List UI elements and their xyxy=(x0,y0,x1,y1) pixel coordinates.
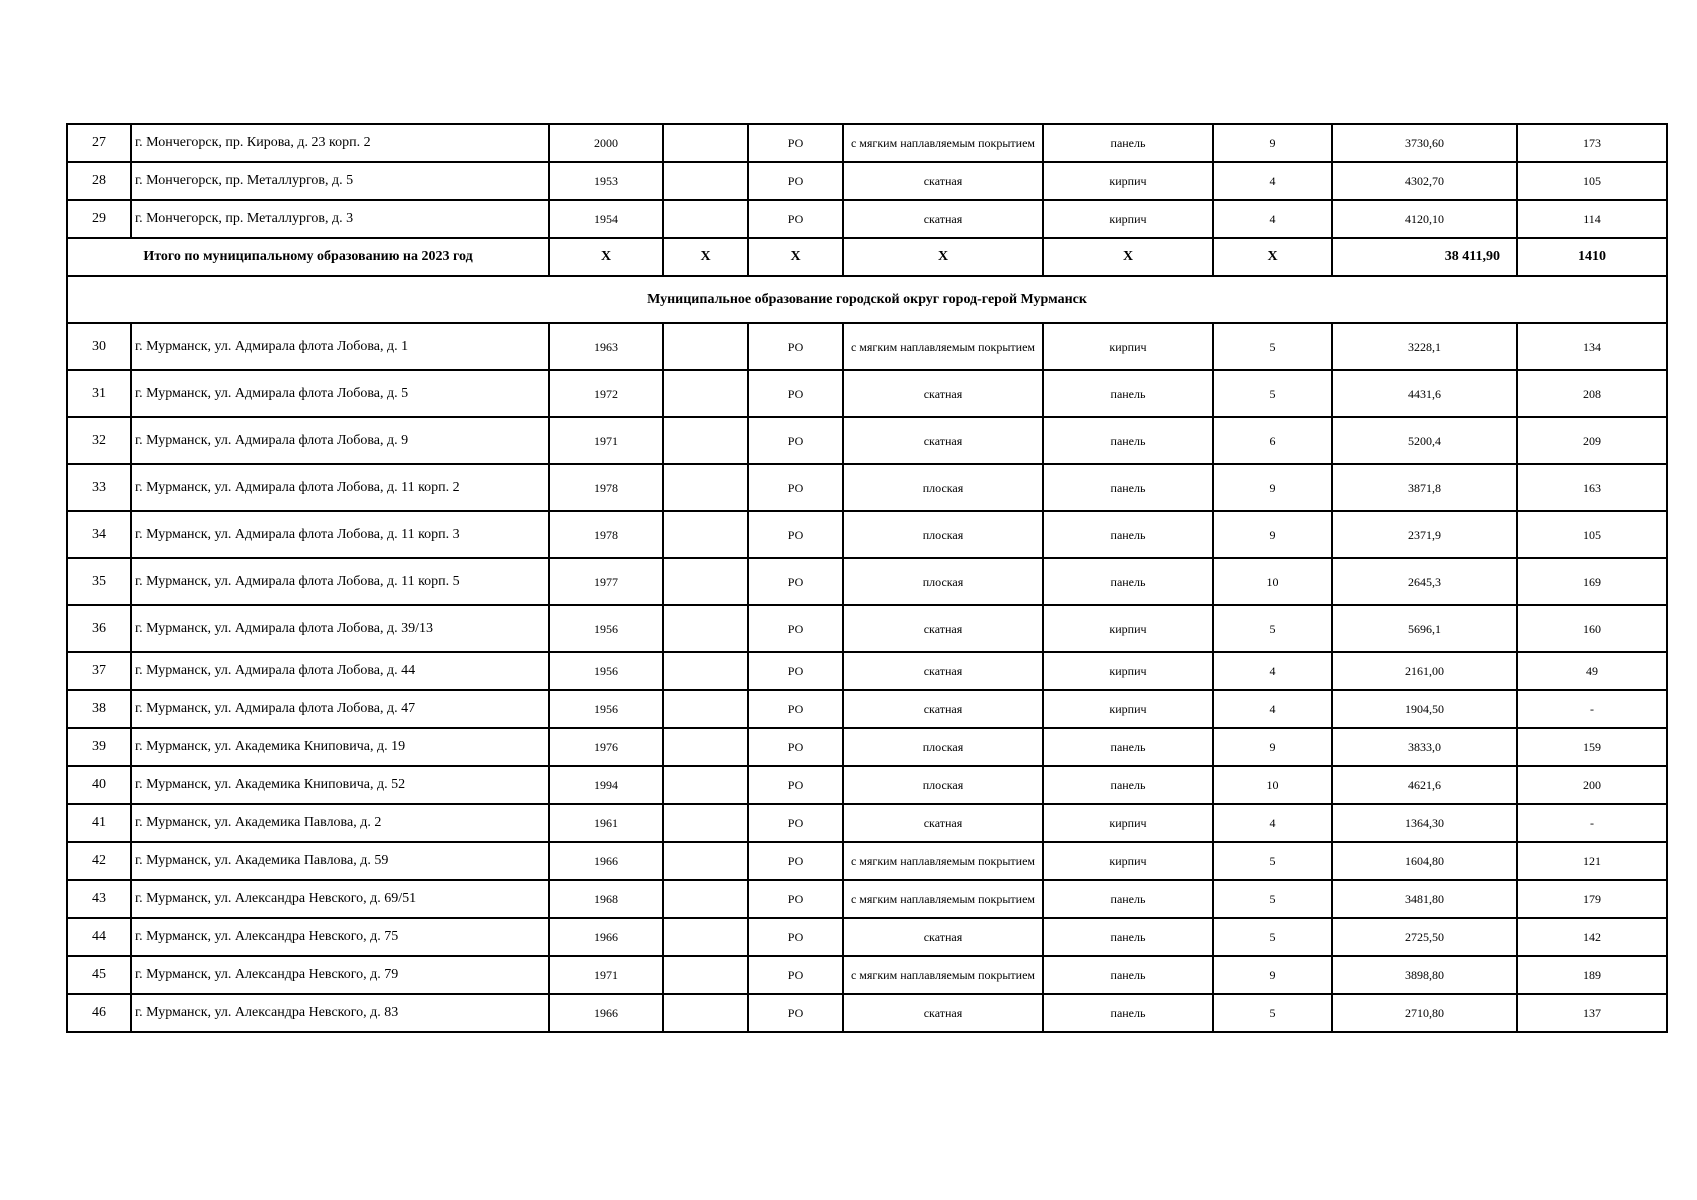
empty-cell xyxy=(663,766,748,804)
house-address: г. Мурманск, ул. Адмирала флота Лобова, д. 9 xyxy=(131,417,549,464)
roof-type: скатная xyxy=(843,804,1043,842)
table-row xyxy=(67,124,1667,162)
total-area: 5696,1 xyxy=(1332,605,1517,652)
empty-cell xyxy=(663,417,748,464)
table-row xyxy=(67,766,1667,804)
table-row xyxy=(67,728,1667,766)
empty-cell xyxy=(663,918,748,956)
house-address: г. Мурманск, ул. Адмирала флота Лобова, д. 11 корп. 2 xyxy=(131,464,549,511)
residents-count: 173 xyxy=(1517,124,1667,162)
total-x-mark: Х xyxy=(663,238,748,276)
table-row xyxy=(67,511,1667,558)
total-area: 3730,60 xyxy=(1332,124,1517,162)
wall-material: кирпич xyxy=(1043,690,1213,728)
build-year: 1972 xyxy=(549,370,663,417)
wall-material: панель xyxy=(1043,880,1213,918)
fund-form: РО xyxy=(748,464,843,511)
total-area: 3833,0 xyxy=(1332,728,1517,766)
residents-count: 169 xyxy=(1517,558,1667,605)
total-area: 4120,10 xyxy=(1332,200,1517,238)
residents-count: 105 xyxy=(1517,162,1667,200)
build-year: 1956 xyxy=(549,605,663,652)
total-area: 2161,00 xyxy=(1332,652,1517,690)
residents-count: 105 xyxy=(1517,511,1667,558)
build-year: 2000 xyxy=(549,124,663,162)
floor-count: 5 xyxy=(1213,323,1332,370)
residents-count: 142 xyxy=(1517,918,1667,956)
empty-cell xyxy=(663,994,748,1032)
wall-material: панель xyxy=(1043,124,1213,162)
empty-cell xyxy=(663,370,748,417)
table-row xyxy=(67,162,1667,200)
house-address: г. Мурманск, ул. Адмирала флота Лобова, д. 11 корп. 3 xyxy=(131,511,549,558)
total-area: 2710,80 xyxy=(1332,994,1517,1032)
table-row xyxy=(67,804,1667,842)
empty-cell xyxy=(663,956,748,994)
fund-form: РО xyxy=(748,370,843,417)
total-area: 2725,50 xyxy=(1332,918,1517,956)
residents-count: - xyxy=(1517,804,1667,842)
floor-count: 9 xyxy=(1213,956,1332,994)
section-title: Муниципальное образование городской округ город-герой Мурманск xyxy=(67,276,1667,323)
roof-type: скатная xyxy=(843,918,1043,956)
table-row xyxy=(67,652,1667,690)
empty-cell xyxy=(663,880,748,918)
build-year: 1978 xyxy=(549,511,663,558)
fund-form: РО xyxy=(748,690,843,728)
row-number: 33 xyxy=(67,464,131,511)
residents-count: 208 xyxy=(1517,370,1667,417)
build-year: 1966 xyxy=(549,918,663,956)
residents-count: 179 xyxy=(1517,880,1667,918)
table-row xyxy=(67,994,1667,1032)
residents-count: 189 xyxy=(1517,956,1667,994)
roof-type: плоская xyxy=(843,464,1043,511)
floor-count: 5 xyxy=(1213,842,1332,880)
total-area: 1604,80 xyxy=(1332,842,1517,880)
wall-material: панель xyxy=(1043,511,1213,558)
row-number: 44 xyxy=(67,918,131,956)
build-year: 1961 xyxy=(549,804,663,842)
floor-count: 9 xyxy=(1213,511,1332,558)
roof-type: скатная xyxy=(843,652,1043,690)
fund-form: РО xyxy=(748,956,843,994)
row-number: 32 xyxy=(67,417,131,464)
residents-count: 49 xyxy=(1517,652,1667,690)
total-residents: 1410 xyxy=(1517,238,1667,276)
roof-type: плоская xyxy=(843,558,1043,605)
wall-material: кирпич xyxy=(1043,162,1213,200)
roof-type: скатная xyxy=(843,690,1043,728)
table-row xyxy=(67,918,1667,956)
roof-type: скатная xyxy=(843,162,1043,200)
floor-count: 10 xyxy=(1213,766,1332,804)
house-address: г. Мурманск, ул. Александра Невского, д. 79 xyxy=(131,956,549,994)
wall-material: панель xyxy=(1043,766,1213,804)
row-number: 37 xyxy=(67,652,131,690)
total-area: 3228,1 xyxy=(1332,323,1517,370)
fund-form: РО xyxy=(748,880,843,918)
total-area: 3898,80 xyxy=(1332,956,1517,994)
floor-count: 5 xyxy=(1213,370,1332,417)
floor-count: 5 xyxy=(1213,880,1332,918)
roof-type: скатная xyxy=(843,994,1043,1032)
row-number: 31 xyxy=(67,370,131,417)
build-year: 1976 xyxy=(549,728,663,766)
house-address: г. Мурманск, ул. Александра Невского, д. 75 xyxy=(131,918,549,956)
table-row xyxy=(67,605,1667,652)
fund-form: РО xyxy=(748,200,843,238)
table-row xyxy=(67,956,1667,994)
floor-count: 5 xyxy=(1213,605,1332,652)
house-address: г. Мурманск, ул. Академика Книповича, д. 52 xyxy=(131,766,549,804)
row-number: 28 xyxy=(67,162,131,200)
house-address: г. Мурманск, ул. Адмирала флота Лобова, д. 44 xyxy=(131,652,549,690)
floor-count: 9 xyxy=(1213,464,1332,511)
floor-count: 4 xyxy=(1213,162,1332,200)
house-address: г. Мончегорск, пр. Кирова, д. 23 корп. 2 xyxy=(131,124,549,162)
row-number: 40 xyxy=(67,766,131,804)
fund-form: РО xyxy=(748,124,843,162)
table-row xyxy=(67,370,1667,417)
total-x-mark: Х xyxy=(1213,238,1332,276)
fund-form: РО xyxy=(748,766,843,804)
table-row xyxy=(67,464,1667,511)
floor-count: 9 xyxy=(1213,124,1332,162)
row-number: 30 xyxy=(67,323,131,370)
empty-cell xyxy=(663,124,748,162)
row-number: 27 xyxy=(67,124,131,162)
house-address: г. Мурманск, ул. Адмирала флота Лобова, д. 47 xyxy=(131,690,549,728)
roof-type: скатная xyxy=(843,200,1043,238)
fund-form: РО xyxy=(748,842,843,880)
house-address: г. Мурманск, ул. Александра Невского, д. 69/51 xyxy=(131,880,549,918)
empty-cell xyxy=(663,652,748,690)
build-year: 1953 xyxy=(549,162,663,200)
residents-count: 209 xyxy=(1517,417,1667,464)
roof-type: с мягким наплавляемым покрытием xyxy=(843,842,1043,880)
residents-count: - xyxy=(1517,690,1667,728)
fund-form: РО xyxy=(748,728,843,766)
residents-count: 200 xyxy=(1517,766,1667,804)
build-year: 1977 xyxy=(549,558,663,605)
table-row xyxy=(67,690,1667,728)
build-year: 1956 xyxy=(549,652,663,690)
roof-type: плоская xyxy=(843,728,1043,766)
build-year: 1971 xyxy=(549,417,663,464)
total-area: 4621,6 xyxy=(1332,766,1517,804)
floor-count: 5 xyxy=(1213,918,1332,956)
row-number: 35 xyxy=(67,558,131,605)
house-address: г. Мурманск, ул. Академика Книповича, д. 19 xyxy=(131,728,549,766)
house-address: г. Мурманск, ул. Адмирала флота Лобова, д. 5 xyxy=(131,370,549,417)
build-year: 1956 xyxy=(549,690,663,728)
roof-type: скатная xyxy=(843,605,1043,652)
floor-count: 4 xyxy=(1213,652,1332,690)
empty-cell xyxy=(663,464,748,511)
total-area: 2645,3 xyxy=(1332,558,1517,605)
wall-material: кирпич xyxy=(1043,842,1213,880)
fund-form: РО xyxy=(748,162,843,200)
build-year: 1968 xyxy=(549,880,663,918)
floor-count: 5 xyxy=(1213,994,1332,1032)
empty-cell xyxy=(663,200,748,238)
total-area: 1364,30 xyxy=(1332,804,1517,842)
wall-material: панель xyxy=(1043,417,1213,464)
floor-count: 6 xyxy=(1213,417,1332,464)
house-address: г. Мурманск, ул. Александра Невского, д. 83 xyxy=(131,994,549,1032)
total-label: Итого по муниципальному образованию на 2023 год xyxy=(67,238,549,276)
build-year: 1994 xyxy=(549,766,663,804)
table-row xyxy=(67,842,1667,880)
floor-count: 9 xyxy=(1213,728,1332,766)
build-year: 1978 xyxy=(549,464,663,511)
row-number: 39 xyxy=(67,728,131,766)
residents-count: 134 xyxy=(1517,323,1667,370)
residents-count: 121 xyxy=(1517,842,1667,880)
roof-type: скатная xyxy=(843,417,1043,464)
roof-type: с мягким наплавляемым покрытием xyxy=(843,956,1043,994)
floor-count: 4 xyxy=(1213,690,1332,728)
residents-count: 137 xyxy=(1517,994,1667,1032)
empty-cell xyxy=(663,842,748,880)
empty-cell xyxy=(663,558,748,605)
house-address: г. Мурманск, ул. Адмирала флота Лобова, д. 39/13 xyxy=(131,605,549,652)
row-number: 29 xyxy=(67,200,131,238)
residents-count: 159 xyxy=(1517,728,1667,766)
empty-cell xyxy=(663,162,748,200)
roof-type: плоская xyxy=(843,511,1043,558)
total-x-mark: Х xyxy=(748,238,843,276)
roof-type: с мягким наплавляемым покрытием xyxy=(843,124,1043,162)
house-address: г. Мончегорск, пр. Металлургов, д. 5 xyxy=(131,162,549,200)
row-number: 42 xyxy=(67,842,131,880)
fund-form: РО xyxy=(748,652,843,690)
floor-count: 10 xyxy=(1213,558,1332,605)
wall-material: кирпич xyxy=(1043,652,1213,690)
empty-cell xyxy=(663,511,748,558)
floor-count: 4 xyxy=(1213,804,1332,842)
total-area: 4431,6 xyxy=(1332,370,1517,417)
wall-material: панель xyxy=(1043,728,1213,766)
table-row xyxy=(67,558,1667,605)
wall-material: панель xyxy=(1043,918,1213,956)
total-area: 1904,50 xyxy=(1332,690,1517,728)
empty-cell xyxy=(663,804,748,842)
build-year: 1966 xyxy=(549,994,663,1032)
residents-count: 114 xyxy=(1517,200,1667,238)
house-address: г. Мурманск, ул. Академика Павлова, д. 59 xyxy=(131,842,549,880)
wall-material: панель xyxy=(1043,994,1213,1032)
roof-type: с мягким наплавляемым покрытием xyxy=(843,323,1043,370)
house-address: г. Мончегорск, пр. Металлургов, д. 3 xyxy=(131,200,549,238)
row-number: 41 xyxy=(67,804,131,842)
total-area: 2371,9 xyxy=(1332,511,1517,558)
house-address: г. Мурманск, ул. Адмирала флота Лобова, д. 1 xyxy=(131,323,549,370)
wall-material: кирпич xyxy=(1043,323,1213,370)
empty-cell xyxy=(663,690,748,728)
fund-form: РО xyxy=(748,994,843,1032)
empty-cell xyxy=(663,605,748,652)
fund-form: РО xyxy=(748,804,843,842)
empty-cell xyxy=(663,728,748,766)
total-area: 4302,70 xyxy=(1332,162,1517,200)
total-area: 3871,8 xyxy=(1332,464,1517,511)
wall-material: кирпич xyxy=(1043,200,1213,238)
fund-form: РО xyxy=(748,417,843,464)
total-area: 38 411,90 xyxy=(1332,238,1517,276)
floor-count: 4 xyxy=(1213,200,1332,238)
house-address: г. Мурманск, ул. Адмирала флота Лобова, д. 11 корп. 5 xyxy=(131,558,549,605)
wall-material: кирпич xyxy=(1043,605,1213,652)
wall-material: панель xyxy=(1043,464,1213,511)
fund-form: РО xyxy=(748,558,843,605)
row-number: 36 xyxy=(67,605,131,652)
total-row xyxy=(67,238,1667,276)
build-year: 1954 xyxy=(549,200,663,238)
total-x-mark: Х xyxy=(843,238,1043,276)
table-row xyxy=(67,200,1667,238)
wall-material: кирпич xyxy=(1043,804,1213,842)
fund-form: РО xyxy=(748,511,843,558)
total-area: 5200,4 xyxy=(1332,417,1517,464)
row-number: 38 xyxy=(67,690,131,728)
total-x-mark: Х xyxy=(1043,238,1213,276)
row-number: 45 xyxy=(67,956,131,994)
fund-form: РО xyxy=(748,605,843,652)
roof-type: скатная xyxy=(843,370,1043,417)
house-address: г. Мурманск, ул. Академика Павлова, д. 2 xyxy=(131,804,549,842)
residents-count: 163 xyxy=(1517,464,1667,511)
wall-material: панель xyxy=(1043,956,1213,994)
housing-register-table xyxy=(66,123,1668,1033)
section-header-row xyxy=(67,276,1667,323)
empty-cell xyxy=(663,323,748,370)
build-year: 1963 xyxy=(549,323,663,370)
residents-count: 160 xyxy=(1517,605,1667,652)
row-number: 46 xyxy=(67,994,131,1032)
table-row xyxy=(67,417,1667,464)
row-number: 34 xyxy=(67,511,131,558)
fund-form: РО xyxy=(748,323,843,370)
build-year: 1971 xyxy=(549,956,663,994)
total-area: 3481,80 xyxy=(1332,880,1517,918)
wall-material: панель xyxy=(1043,370,1213,417)
build-year: 1966 xyxy=(549,842,663,880)
roof-type: плоская xyxy=(843,766,1043,804)
total-x-mark: Х xyxy=(549,238,663,276)
fund-form: РО xyxy=(748,918,843,956)
roof-type: с мягким наплавляемым покрытием xyxy=(843,880,1043,918)
table-row xyxy=(67,323,1667,370)
row-number: 43 xyxy=(67,880,131,918)
wall-material: панель xyxy=(1043,558,1213,605)
table-row xyxy=(67,880,1667,918)
